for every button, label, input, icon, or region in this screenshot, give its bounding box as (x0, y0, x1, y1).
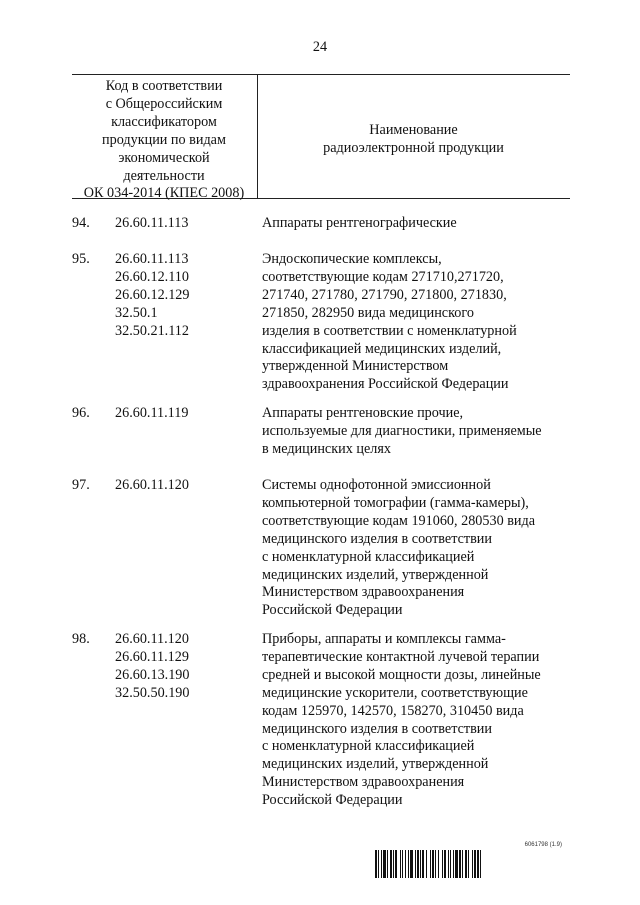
description-line: используемые для диагностики, применяемые (262, 422, 542, 439)
barcode-bar (453, 850, 454, 878)
description-line: соответствующие кодам 271710,271720, (262, 268, 504, 285)
okpd-code: 32.50.1 (115, 304, 158, 321)
description-line: соответствующие кодам 191060, 280530 вида (262, 512, 536, 529)
row-number: 96. (72, 405, 90, 421)
barcode-bar (438, 850, 439, 878)
description-line: Эндоскопические комплексы, (262, 251, 442, 267)
table-column-divider (257, 74, 258, 198)
header-code-line: деятельности (123, 167, 205, 184)
barcode-bar (393, 850, 394, 878)
description-line: медицинского изделия в соответствии (262, 530, 492, 547)
barcode-bar (381, 850, 382, 878)
okpd-code: 26.60.11.119 (115, 405, 189, 421)
description-line: 271850, 282950 вида медицинского (262, 304, 474, 321)
okpd-code: 26.60.11.120 (115, 477, 189, 493)
row-codes (115, 477, 235, 495)
header-code-line: классификатором (111, 113, 217, 130)
okpd-code: 26.60.11.129 (115, 648, 189, 665)
okpd-code: 26.60.11.113 (115, 215, 189, 231)
barcode-bar (474, 850, 476, 878)
description-line: медицинских изделий, утвержденной (262, 756, 489, 773)
okpd-code: 26.60.12.110 (115, 268, 189, 285)
header-code-line: продукции по видам (102, 131, 226, 148)
barcode-bar (400, 850, 401, 878)
barcode-bar (465, 850, 467, 878)
header-code-line: экономической (118, 149, 210, 166)
page-number: 24 (312, 39, 328, 55)
header-code-line: с Общероссийским (105, 95, 223, 112)
row-number: 95. (72, 251, 90, 267)
description-line: Аппараты рентгеновские прочие, (262, 405, 464, 421)
description-line: в медицинских целях (262, 440, 391, 457)
row-codes (115, 631, 235, 703)
barcode-bar (387, 850, 388, 878)
barcode-bar (459, 850, 461, 878)
barcode-bar (408, 850, 409, 878)
description-line: классификацией медицинских изделий, (262, 340, 502, 357)
description-line: Приборы, аппараты и комплексы гамма- (262, 631, 506, 647)
barcode-bar (444, 850, 446, 878)
description-line: Системы однофотонной эмиссионной (262, 477, 491, 493)
barcode-bar (480, 850, 481, 878)
barcode-bar (435, 850, 436, 878)
description-line: Министерством здравоохранения (262, 584, 465, 601)
header-code-line: ОК 034-2014 (КПЕС 2008) (83, 185, 245, 202)
barcode-bar (472, 850, 473, 878)
description-line: с номенклатурной классификацией (262, 548, 475, 565)
barcode-bar (378, 850, 379, 878)
description-line: здравоохранения Российской Федерации (262, 376, 509, 393)
description-line: утвержденной Министерством (262, 358, 449, 375)
row-description (262, 477, 582, 620)
barcode-bar (442, 850, 443, 878)
barcode-bar (420, 850, 421, 878)
description-line: Аппараты рентгенографические (262, 215, 457, 231)
description-line: медицинские ускорители, соответствующие (262, 684, 528, 701)
okpd-code: 32.50.21.112 (115, 322, 189, 339)
row-description (262, 405, 582, 459)
description-line: Российской Федерации (262, 602, 403, 619)
description-line: медицинского изделия в соответствии (262, 720, 492, 737)
row-description (262, 215, 582, 233)
okpd-code: 26.60.11.113 (115, 251, 189, 267)
barcode-bar (402, 850, 403, 878)
barcode-bar (390, 850, 392, 878)
barcode-bar (432, 850, 434, 878)
description-line: Министерством здравоохранения (262, 774, 465, 791)
description-line: с номенклатурной классификацией (262, 738, 475, 755)
row-codes (115, 215, 235, 233)
header-name-line: Наименование (369, 122, 458, 138)
barcode-bar (448, 850, 449, 878)
description-line: терапевтические контактной лучевой терапии (262, 648, 540, 665)
barcode-bar (405, 850, 406, 878)
okpd-code: 26.60.11.120 (115, 631, 189, 647)
okpd-code: 26.60.12.129 (115, 286, 190, 303)
row-number: 98. (72, 631, 90, 647)
barcode-image (375, 850, 567, 878)
barcode-bar (462, 850, 463, 878)
okpd-code: 26.60.13.190 (115, 666, 190, 683)
description-line: средней и высокой мощности дозы, линейные (262, 666, 541, 683)
barcode-bar (426, 850, 427, 878)
barcode-bar (375, 850, 377, 878)
description-line: 271740, 271780, 271790, 271800, 271830, (262, 286, 507, 303)
header-name-column (260, 122, 567, 158)
description-line: медицинских изделий, утвержденной (262, 566, 489, 583)
header-code-column (74, 78, 254, 203)
barcode-bar (468, 850, 469, 878)
header-name-line: радиоэлектронной продукции (323, 139, 504, 156)
barcode-bar (395, 850, 397, 878)
okpd-code: 32.50.50.190 (115, 684, 190, 701)
row-description (262, 631, 582, 810)
row-codes (115, 405, 235, 423)
row-description (262, 251, 582, 394)
barcode-label: 6061798 (1.9) (524, 842, 562, 848)
description-line: изделия в соответствии с номенклатурной (262, 322, 517, 339)
barcode-bar (422, 850, 424, 878)
barcode-bar (477, 850, 479, 878)
barcode-bar (455, 850, 458, 878)
barcode-bar (415, 850, 416, 878)
row-number: 97. (72, 477, 90, 493)
description-line: компьютерной томографии (гамма-камеры), (262, 494, 529, 511)
barcode-bar (430, 850, 431, 878)
description-line: кодам 125970, 142570, 158270, 310450 вида (262, 702, 524, 719)
barcode-bar (417, 850, 419, 878)
table-top-rule (72, 74, 570, 75)
row-number: 94. (72, 215, 90, 231)
description-line: Российской Федерации (262, 792, 403, 809)
barcode-bar (450, 850, 451, 878)
barcode-bar (383, 850, 386, 878)
row-codes (115, 251, 235, 341)
header-code-line: Код в соответствии (105, 78, 223, 94)
barcode-bar (410, 850, 413, 878)
